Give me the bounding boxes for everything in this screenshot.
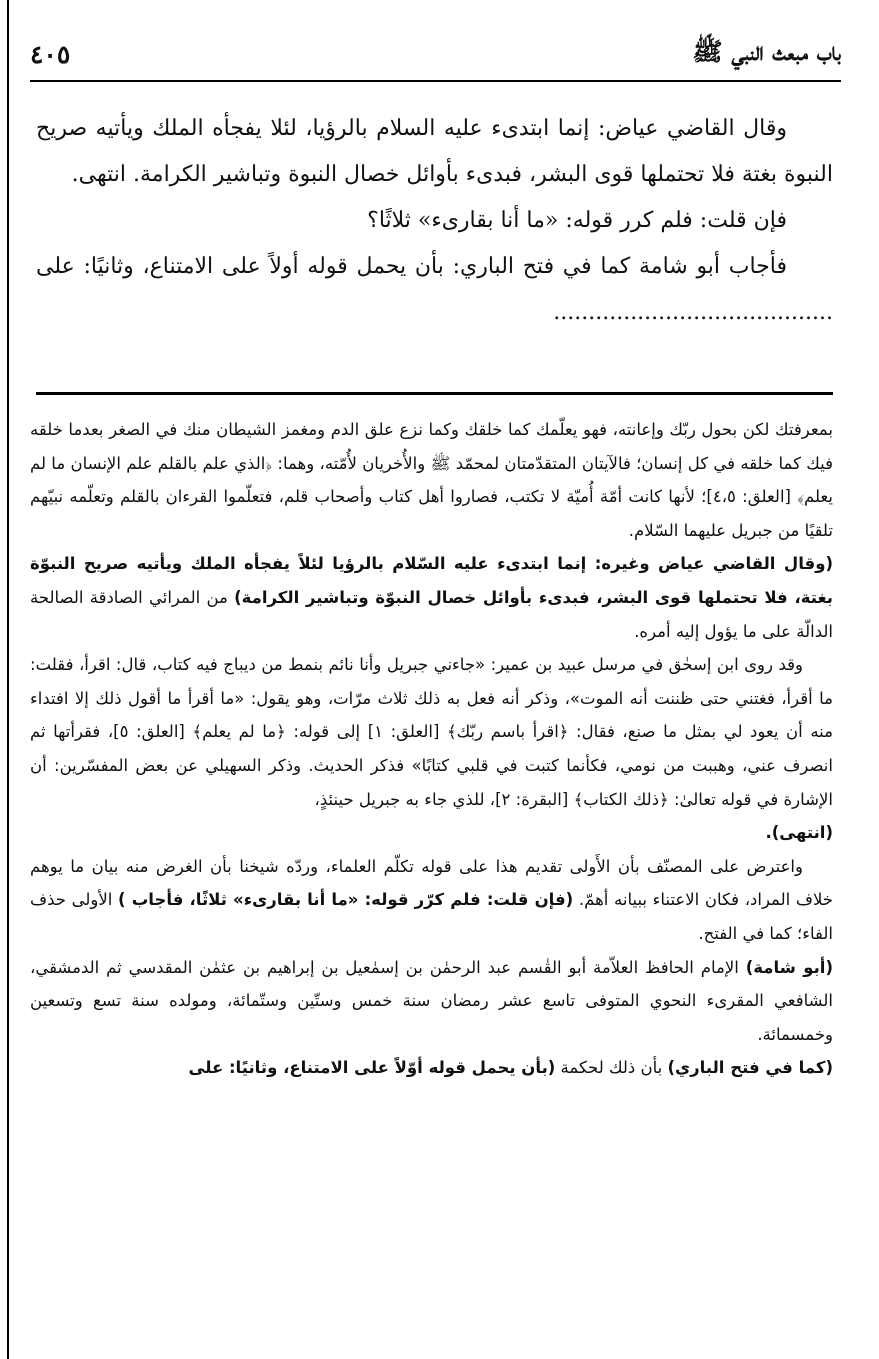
commentary-paragraph xyxy=(30,547,833,648)
main-paragraph: وقال القاضي عياض: إنما ابتدىء عليه السلام بالرؤيا، لئلا يفجأه الملك ويأتيه صريح النبوة بغتة فلا تحتملها قوى البشر، فبدىء بأوائل خصال النبوة وتباشير الكرامة. انتهى. xyxy=(36,116,833,187)
page-header xyxy=(30,28,841,82)
main-text xyxy=(36,106,833,381)
main-paragraph: فإن قلت: فلم كرر قوله: «ما أنا بقارىء» ثلاثًا؟ xyxy=(367,208,787,233)
commentary-paragraph xyxy=(30,648,833,850)
commentary-text xyxy=(30,413,833,1348)
commentary-paragraph xyxy=(30,951,833,1052)
bold-quote: (انتهى). xyxy=(765,823,833,843)
commentary-span: من المرائي الصادقة الصالحة الدالّة على ما يؤول إليه أمره. xyxy=(30,587,833,641)
commentary-span: وقد روى ابن إسحٰق في مرسل عبيد بن عمير: «جاءني جبريل وأنا نائم بنمط من ديباج فيه كتاب، قال: اقرأ، فقلت: ما أقرأ، فغتني حتى ظننت أنه الموت»، وذكر أنه فعل به ذلك ثلاث مرّات، وهو يقول: «ما أقرأ ما أقول ذلك إلا افتداء منه أن يعود لي بمثل ما صنع، فقال: ﴿اقرأ باسم ربّك﴾ [العلق: ١] إلى قوله: ﴿ما لم يعلم﴾ [العلق: ٥]، فقرأتها ثم انصرف عني، وهببت من نومي، فكأنما كتبت في قلبي كتابًا» فذكر الحديث. وذكر السهيلي عن بعض المفسّرين: أن الإشارة في قوله تعالىٰ: ﴿ذلك الكتاب﴾ [البقرة: ٢]، للذي جاء به جبريل حينئذٍ، xyxy=(30,655,833,809)
commentary-span: الأولى حذف الفاء؛ كما في الفتح. xyxy=(30,890,833,943)
bold-quote: (كما في فتح الباري) xyxy=(667,1058,833,1078)
commentary-paragraph xyxy=(30,1051,833,1085)
page-margin-line xyxy=(7,0,9,1359)
commentary-span: بأن ذلك لحكمة xyxy=(555,1058,668,1078)
commentary-span: الإمام الحافظ العلاّمة أبو القٰسم عبد الرحمٰن بن إسمٰعيل بن إبراهيم بن عثمٰن المقدسي ثم الدمشقي، الشافعي المقرىء النحوي المتوفى تاسع عشر رمضان سنة خمس وستّين وستّمائة، ومولده سنة تسع وتسعين وخمسمائة. xyxy=(30,957,833,1044)
bold-quote: (وقال القاضي عياض وغيره: إنما ابتدىء عليه السّلام بالرؤيا لئلاً يفجأه الملك ويأتيه صريح النبوّة بغتة، فلا تحتملها قوى البشر، فبدىء بأوائل خصال النبوّة وتباشير الكرامة) xyxy=(30,554,833,607)
bold-quote: (بأن يحمل قوله أوّلاً على الامتناع، وثانيًا: على xyxy=(188,1058,556,1078)
commentary-paragraph xyxy=(30,850,833,951)
page-number: ٤٠٥ xyxy=(30,39,71,69)
commentary-span: واعترض على المصنّف بأن الأَولى تقديم هذا على قوله تكلّم العلماء، وردّه شيخنا بأن الغرض منه بيان ما يوهم خلاف المراد، فكان الاعتناء ببيانه أهمّ. xyxy=(30,856,833,910)
chapter-title: باب مبعث النبي ﷺ xyxy=(692,36,841,66)
bold-quote: (فإن قلت: فلم كرّر قوله: «ما أنا بقارىء» ثلاثًا، فأجاب ) xyxy=(118,890,574,910)
section-divider xyxy=(36,392,833,395)
bold-quote: (أبو شامة) xyxy=(745,957,833,977)
commentary-paragraph: بمعرفتك لكن بحول ربّك وإعانته، فهو يعلّمك كما خلقك وكما نزع علق الدم ومغمز الشيطان منك في الصغر بعدما خلقه فيك كما خلقه في كل إنسان؛ فالآيتان المتقدّمتان لمحمّد ﷺ والأُخريان لأُمّته، وهما: ﴿الذي علم بالقلم علم الإنسان ما لم يعلم﴾ [العلق: ٤،٥]؛ لأنها كانت أمّة أُميّة لا تكتب، فصاروا أهل كتاب وأصحاب قلم، فتعلّموا القرءان بالقلم وتعلّمه نبيّهم تلقيًا من جبريل عليهما السّلام. xyxy=(30,420,833,540)
main-paragraph: فأجاب أبو شامة كما في فتح الباري: بأن يحمل قوله أولاً على الامتناع، وثانيًا: على ........................................ xyxy=(36,254,833,325)
